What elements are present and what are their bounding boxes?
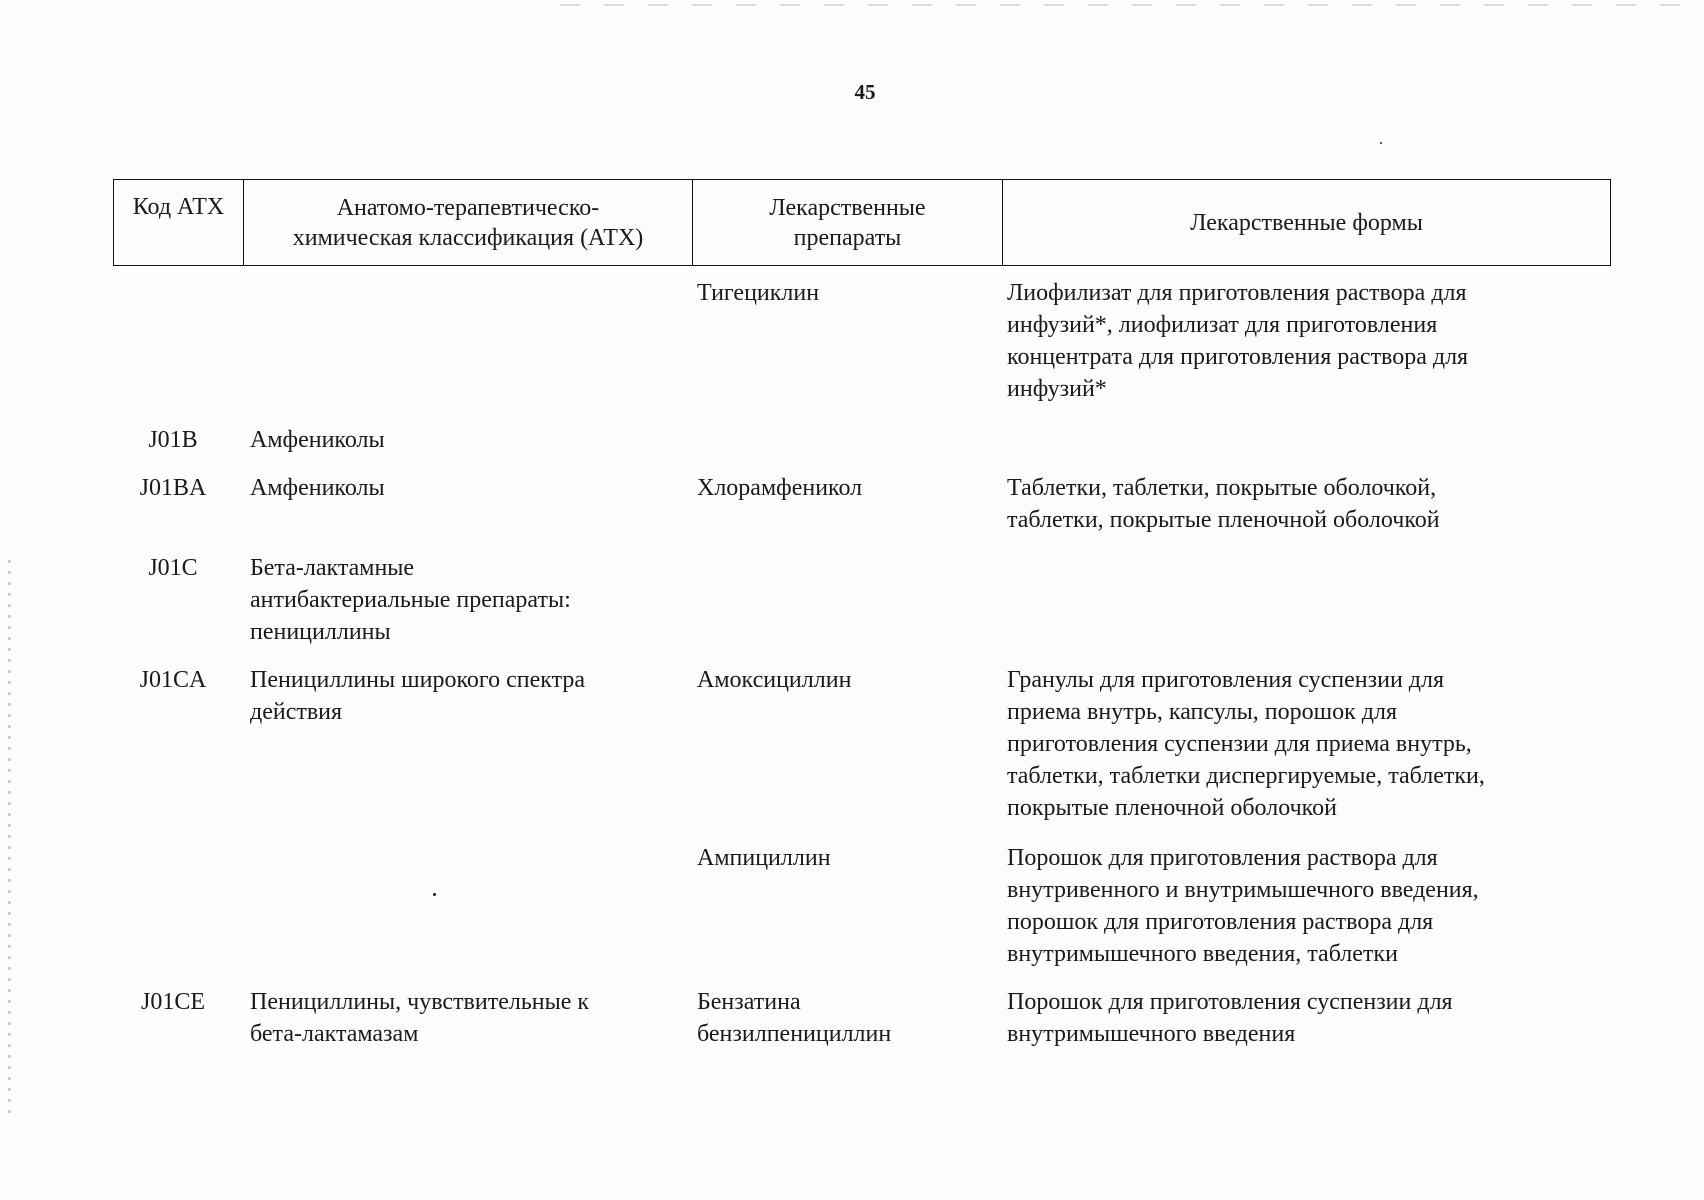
scan-edge-artifact bbox=[8, 560, 11, 1120]
code-cell: J01CE bbox=[140, 989, 205, 1015]
forms-line: порошок для приготовления раствора для bbox=[1007, 909, 1434, 935]
drug-cell bbox=[697, 986, 891, 1050]
forms-line: Таблетки, таблетки, покрытые оболочкой, bbox=[1007, 475, 1437, 501]
classification-line: пенициллины bbox=[250, 619, 391, 645]
forms-line: концентрата для приготовления раствора для bbox=[1007, 344, 1469, 370]
drug-line: бензилпенициллин bbox=[697, 1021, 892, 1047]
forms-line: покрытые пленочной оболочкой bbox=[1007, 795, 1337, 821]
forms-cell bbox=[1007, 664, 1485, 824]
forms-cell bbox=[1007, 472, 1440, 536]
forms-line: приема внутрь, капсулы, порошок для bbox=[1007, 699, 1397, 725]
forms-cell bbox=[1007, 277, 1468, 405]
header-classification-line: химическая классификация (АТХ) bbox=[292, 224, 644, 251]
classification-line: Амфениколы bbox=[250, 427, 385, 453]
forms-line: внутримышечного введения bbox=[1007, 1021, 1296, 1047]
classification-cell bbox=[250, 472, 385, 504]
header-forms: Лекарственные формы bbox=[1003, 180, 1611, 266]
classification-line: Бета-лактамные bbox=[250, 555, 415, 581]
forms-line: инфузий* bbox=[1007, 376, 1107, 402]
forms-line: таблетки, покрытые пленочной оболочкой bbox=[1007, 507, 1440, 533]
header-code: Код АТХ bbox=[114, 180, 244, 266]
header-drugs-line: Лекарственные bbox=[769, 194, 926, 221]
header-classification-line: Анатомо-терапевтическо- bbox=[336, 194, 600, 221]
drug-cell bbox=[697, 277, 819, 309]
classification-cell bbox=[250, 664, 585, 728]
forms-line: внутримышечного введения, таблетки bbox=[1007, 941, 1398, 967]
forms-line: инфузий*, лиофилизат для приготовления bbox=[1007, 312, 1438, 338]
table-header bbox=[113, 179, 1611, 266]
forms-line: Лиофилизат для приготовления раствора для bbox=[1007, 280, 1467, 306]
drug-cell bbox=[697, 664, 851, 696]
scan-speck bbox=[433, 893, 436, 896]
header-drugs bbox=[693, 180, 1003, 266]
code-cell: J01C bbox=[148, 555, 198, 581]
classification-cell bbox=[250, 986, 589, 1050]
forms-line: таблетки, таблетки диспергируемые, таблетки, bbox=[1007, 763, 1485, 789]
drug-line: Тигециклин bbox=[697, 280, 820, 306]
drug-line: Амоксициллин bbox=[697, 667, 852, 693]
forms-line: Порошок для приготовления суспензии для bbox=[1007, 989, 1453, 1015]
drug-line: Хлорамфеникол bbox=[697, 475, 863, 501]
classification-line: Амфениколы bbox=[250, 475, 385, 501]
header-classification bbox=[244, 180, 693, 266]
code-cell: J01BA bbox=[139, 475, 207, 501]
classification-cell bbox=[250, 552, 571, 648]
drug-line: Бензатина bbox=[697, 989, 801, 1015]
code-cell: J01B bbox=[148, 427, 198, 453]
forms-line: Порошок для приготовления раствора для bbox=[1007, 845, 1438, 871]
classification-line: действия bbox=[250, 699, 343, 725]
drug-cell bbox=[697, 472, 862, 504]
header-drugs-line: препараты bbox=[793, 224, 902, 251]
classification-line: бета-лактамазам bbox=[250, 1021, 419, 1047]
forms-cell bbox=[1007, 986, 1453, 1050]
forms-line: приготовления суспензии для приема внутрь, bbox=[1007, 731, 1472, 757]
code-cell: J01CA bbox=[139, 667, 207, 693]
scan-speck bbox=[1380, 142, 1382, 144]
forms-cell bbox=[1007, 842, 1479, 970]
classification-line: антибактериальные препараты: bbox=[250, 587, 571, 613]
forms-line: Гранулы для приготовления суспензии для bbox=[1007, 667, 1445, 693]
scan-edge-artifact bbox=[560, 4, 1700, 6]
classification-line: Пенициллины широкого спектра bbox=[250, 667, 586, 693]
page-number: 45 bbox=[854, 80, 876, 104]
drug-line: Ампициллин bbox=[697, 845, 831, 871]
drug-cell bbox=[697, 842, 831, 874]
classification-cell bbox=[250, 424, 385, 456]
classification-line: Пенициллины, чувствительные к bbox=[250, 989, 590, 1015]
forms-line: внутривенного и внутримышечного введения, bbox=[1007, 877, 1479, 903]
